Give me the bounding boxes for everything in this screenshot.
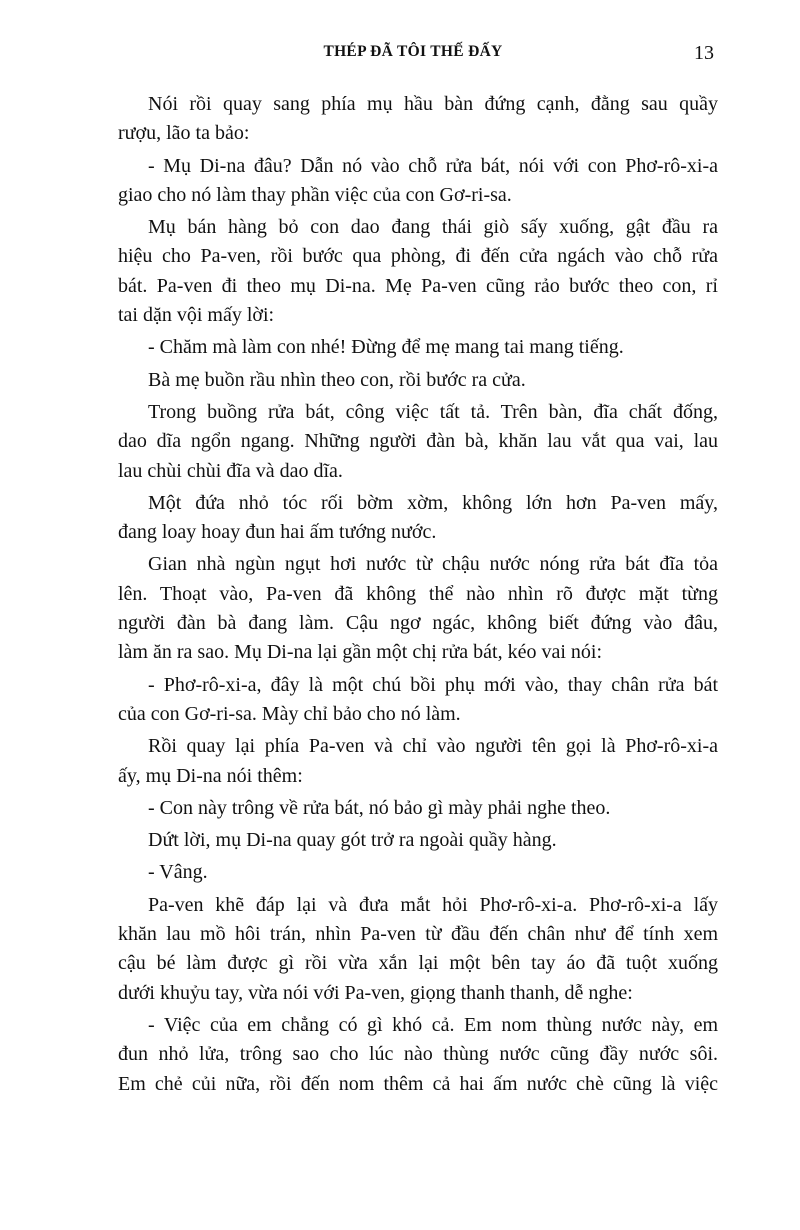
body-text [118,90,718,1102]
text-line: - Mụ Di-na đâu? Dẫn nó vào chỗ rửa bát, nói với con Phơ-rô-xi-a [148,154,718,177]
text-line: của con Gơ-ri-sa. Mày chỉ bảo cho nó làm. [118,702,461,725]
text-line: Nói rồi quay sang phía mụ hầu bàn đứng cạnh, đằng sau quầy [148,93,718,115]
paragraph [118,398,718,486]
text-line: ấy, mụ Di-na nói thêm: [118,764,303,787]
running-title: THÉP ĐÃ TÔI THẾ ĐẤY [323,43,503,60]
paragraph [118,213,718,330]
paragraph [118,550,718,667]
text-line: dao dĩa ngổn ngang. Những người đàn bà, khăn lau vắt qua vai, lau [118,430,718,453]
text-line: Em chẻ củi nữa, rồi đến nom thêm cả hai ấm nước chè cũng là việc [118,1072,718,1095]
paragraph [118,366,718,395]
paragraph [118,826,718,855]
paragraph [118,489,718,548]
text-line: đang loay hoay đun hai ấm tướng nước. [118,521,437,544]
text-line: khăn lau mồ hôi trán, nhìn Pa-ven từ đầu đến chân như để tính xem [118,923,718,946]
text-line: rượu, lão ta bảo: [118,122,250,145]
text-line: hiệu cho Pa-ven, rồi bước qua phòng, đi đến cửa ngách vào chỗ rửa [118,245,718,268]
text-line: cậu bé làm được gì rồi vừa xắn lại một bên tay áo đã tuột xuống [118,952,718,975]
text-line: làm ăn ra sao. Mụ Di-na lại gần một chị rửa bát, kéo vai nói: [118,641,603,664]
text-line: - Chăm mà làm con nhé! Đừng để mẹ mang tai mang tiếng. [148,336,624,359]
paragraph [118,333,718,362]
paragraph [118,858,718,887]
text-line: Mụ bán hàng bỏ con dao đang thái giò sấy xuống, gật đầu ra [148,216,718,239]
paragraph [118,671,718,730]
paragraph [118,152,718,211]
paragraph [118,732,718,791]
text-line: tai dặn vội mấy lời: [118,304,275,327]
paragraph [118,794,718,823]
paragraph [118,1011,718,1099]
text-line: - Con này trông về rửa bát, nó bảo gì mày phải nghe theo. [148,796,611,819]
text-line: Bà mẹ buồn rầu nhìn theo con, rồi bước ra cửa. [148,368,526,391]
text-line: Dứt lời, mụ Di-na quay gót trở ra ngoài quầy hàng. [148,829,557,852]
text-line: - Phơ-rô-xi-a, đây là một chú bồi phụ mới vào, thay chân rửa bát [148,673,718,696]
text-line: đun nhỏ lửa, trông sao cho lúc nào thùng nước cũng đầy nước sôi. [118,1043,718,1066]
text-line: người đàn bà đang làm. Cậu ngơ ngác, không biết đứng vào đâu, [118,612,718,635]
text-line: dưới khuỷu tay, vừa nói với Pa-ven, giọng thanh thanh, dễ nghe: [118,981,633,1004]
text-line: giao cho nó làm thay phần việc của con Gơ-ri-sa. [118,183,512,206]
text-line: Một đứa nhỏ tóc rối bờm xờm, không lớn hơn Pa-ven mấy, [148,491,718,514]
text-line: lau chùi chùi đĩa và dao dĩa. [118,459,343,482]
paragraph [118,90,718,149]
page-number: 13 [694,42,714,64]
text-line: - Việc của em chẳng có gì khó cả. Em nom thùng nước này, em [148,1013,718,1036]
text-line: Pa-ven khẽ đáp lại và đưa mắt hỏi Phơ-rô-xi-a. Phơ-rô-xi-a lấy [148,893,718,916]
text-line: Rồi quay lại phía Pa-ven và chỉ vào người tên gọi là Phơ-rô-xi-a [148,735,718,758]
text-line: Gian nhà ngùn ngụt hơi nước từ chậu nước nóng rửa bát đĩa tỏa [148,553,718,576]
text-line: lên. Thoạt vào, Pa-ven đã không thể nào nhìn rõ được mặt từng [118,582,718,605]
text-line: - Vâng. [148,861,208,884]
paragraph [118,891,718,1008]
text-line: Trong buồng rửa bát, công việc tất tả. Trên bàn, đĩa chất đống, [148,400,718,423]
text-line: bát. Pa-ven đi theo mụ Di-na. Mẹ Pa-ven cũng rảo bước theo con, rỉ [118,274,718,297]
